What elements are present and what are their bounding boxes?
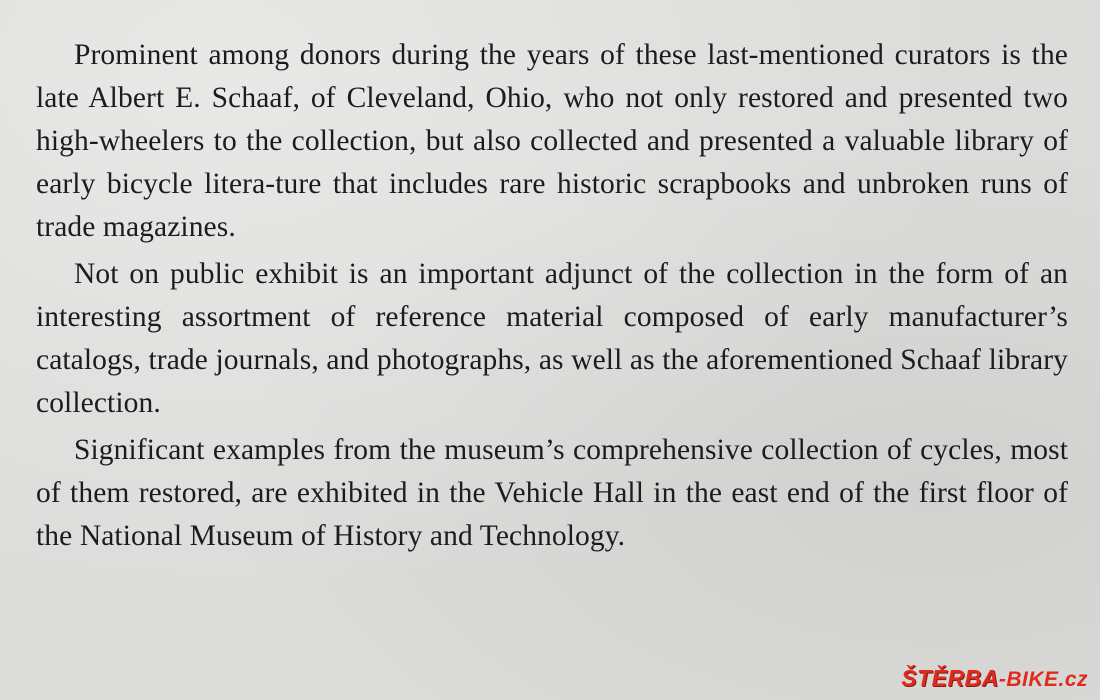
body-text [36, 34, 1068, 562]
watermark-logo [901, 665, 1088, 692]
watermark-domain: BIKE.cz [1006, 668, 1088, 691]
paragraph-exhibit-location: Significant examples from the museum’s comprehensive collection of cycles, most of them restored, are exhibited in the Vehicle Hall in the east end of the first floor of the National Museum of History and Technology. [36, 434, 1068, 552]
paragraph-reference-material: Not on public exhibit is an important adjunct of the collection in the form of an interesting assortment of reference material composed of early manufacturer’s catalogs, trade journals, and photographs, as well as the aforementioned Schaaf library collection. [36, 258, 1068, 419]
paragraph-donors: Prominent among donors during the years of these last-mentioned curators is the late Albert E. Schaaf, of Cleveland, Ohio, who not only restored and presented two high-wheelers to the collection, but also collected and presented a valuable library of early bicycle litera-ture that includes rare historic scrapbooks and unbroken runs of trade magazines. [36, 39, 1068, 243]
watermark-separator: - [998, 668, 1007, 691]
watermark-brand: ŠTĚRBA [901, 665, 999, 691]
